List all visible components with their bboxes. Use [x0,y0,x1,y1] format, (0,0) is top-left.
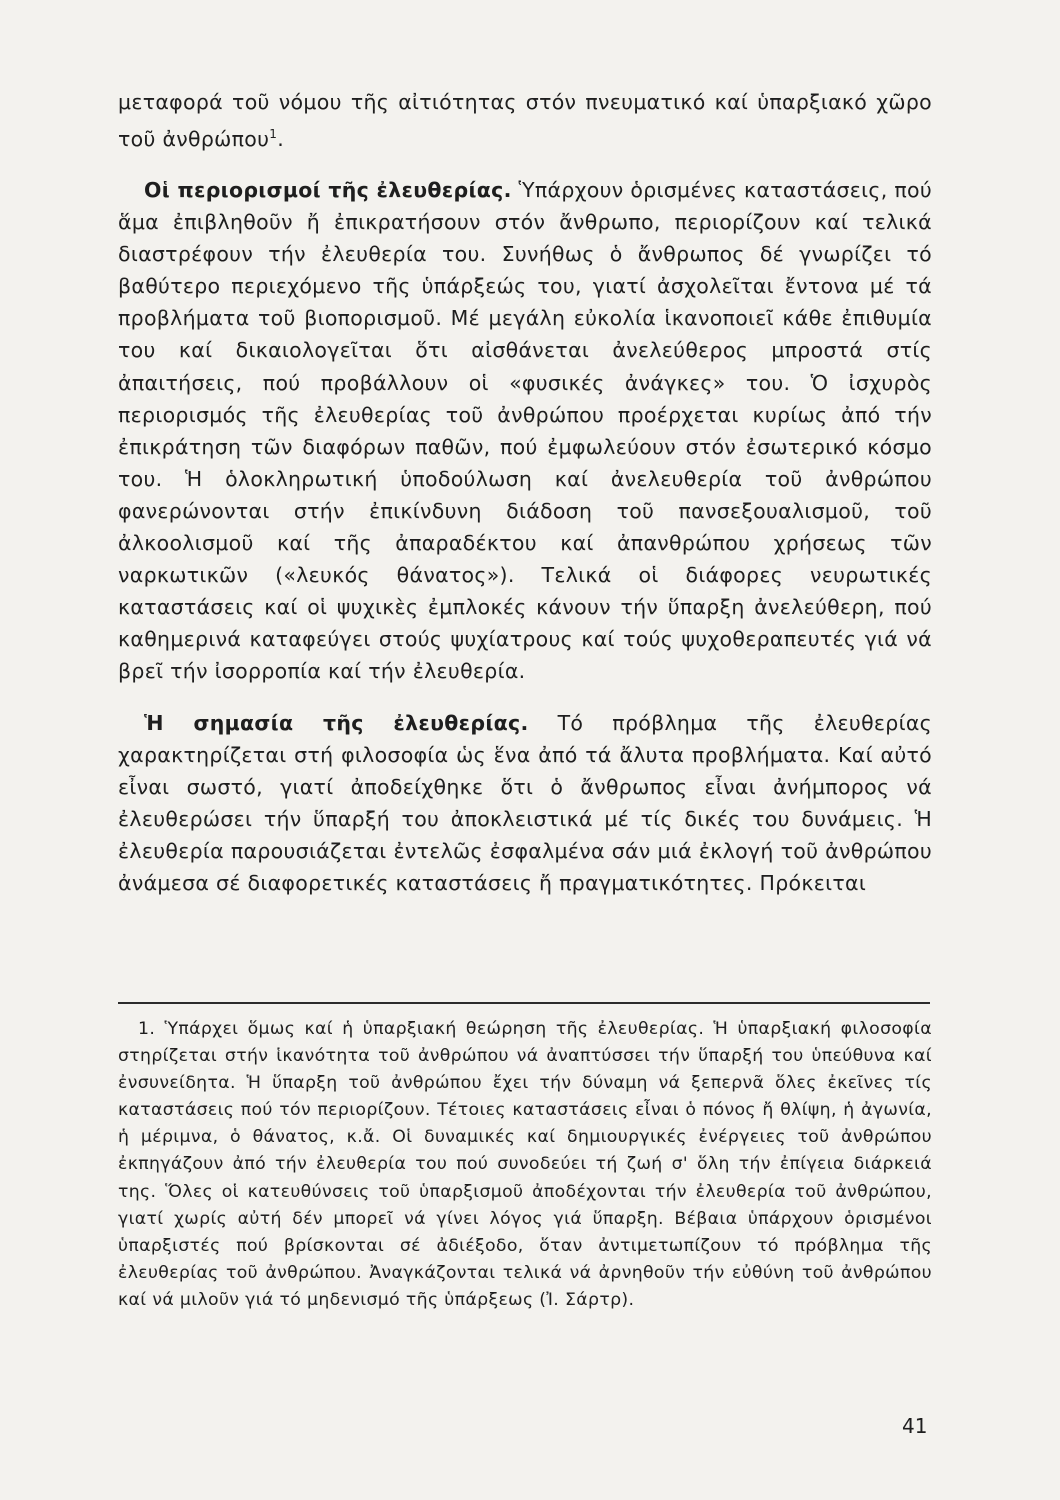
footnote-1 [118,1016,932,1314]
page-number: 41 [902,1414,928,1438]
section-limits-paragraph [118,174,932,688]
section-limits-text: Ὑπάρχουν ὁρισμένες καταστάσεις, πού ἅμα ἐπιβληθοῦν ἤ ἐπικρατήσουν στόν ἄνθρωπο, περιορίζουν καί τελικά διαστρέφουν τήν ἐλευθερία του. Συνήθως ὁ ἄνθρωπος δέ γνωρίζει τό βαθύτερο περιεχόμενο τῆς ὑπάρξεώς του, γιατί ἀσχολεῖται ἔντονα μέ τά προβλήματα τοῦ βιοπορισμοῦ. Μέ μεγάλη εὐκολία ἱκανοποιεῖ κάθε ἐπιθυμία του καί δικαιολογεῖται ὅτι αἰσθάνεται ἀνελεύθερος μπροστά στίς ἀπαιτήσεις, πού προβάλλουν οἱ «φυσικές ἀνάγκες» του. Ὁ ἰσχυρὸς περιορισμός τῆς ἐλευθερίας τοῦ ἀνθρώπου προέρχεται κυρίως ἀπό τήν ἐπικράτηση τῶν διαφόρων παθῶν, πού ἐμφωλεύουν στόν ἐσωτερικό κόσμο του. Ἡ ὁλοκληρωτική ὑποδούλωση καί ἀνελευθερία τοῦ ἀνθρώπου φανερώνονται στήν ἐπικίνδυνη διάδοση τοῦ πανσεξουαλισμοῦ, τοῦ ἀλκοολισμοῦ καί τῆς ἀπαραδέκτου καί ἀπανθρώπου χρήσεως τῶν ναρκωτικῶν («λευκός θάνατος»). Τελικά οἱ διάφορες νευρωτικές καταστάσεις καί οἱ ψυχικὲς ἐμπλοκές κάνουν τήν ὕπαρξη ἀνελεύθερη, πού καθημερινά καταφεύγει στούς ψυχίατρους καί τούς ψυχοθεραπευτές γιά νά βρεῖ τήν ἰσορροπία καί τήν ἐλευθερία. [118,178,932,684]
intro-end: . [277,126,285,151]
footnotes [118,1016,932,1314]
section-limits-heading: Οἱ περιορισμοί τῆς ἐλευθερίας. [144,178,512,203]
intro-text: μεταφορά τοῦ νόμου τῆς αἰτιότητας στόν πνευματικό καί ὑπαρξιακό χῶρο τοῦ ἀνθρώπου [118,90,932,151]
footnote-divider [118,1002,930,1004]
section-importance-text: Τό πρόβλημα τῆς ἐλευθερίας χαρακτηρίζεται στή φιλοσοφία ὡς ἕνα ἀπό τά ἄλυτα προβλήματα. Καί αὐτό εἶναι σωστό, γιατί ἀποδείχθηκε ὅτι ὁ ἄνθρωπος εἶναι ἀνήμπορος νά ἐλευθερώσει τήν ὕπαρξή του ἀποκλειστικά μέ τίς δικές του δυνάμεις. Ἡ ἐλευθερία παρουσιάζεται ἐντελῶς ἐσφαλμένα σάν μιά ἐκλογή τοῦ ἀνθρώπου ἀνάμεσα σέ διαφορετικές καταστάσεις ἤ πραγματικότητες. Πρόκειται [118,710,932,895]
section-importance-paragraph [118,707,932,900]
main-text [118,86,932,899]
section-importance-heading: Ἡ σημασία τῆς ἐλευθερίας. [144,710,529,735]
footnote-reference: 1 [269,127,278,142]
intro-paragraph [118,86,932,155]
footnote-number: 1. [138,1019,156,1039]
footnote-text: Ὑπάρχει ὅμως καί ἡ ὑπαρξιακή θεώρηση τῆς ἐλευθερίας. Ἡ ὑπαρξιακή φιλοσοφία στηρίζεται στήν ἱκανότητα τοῦ ἀνθρώπου νά ἀναπτύσσει τήν ὕπαρξή του ὑπεύθυνα καί ἐνσυνείδητα. Ἡ ὕπαρξη τοῦ ἀνθρώπου ἔχει τήν δύναμη νά ξεπερνᾶ ὅλες ἐκεῖνες τίς καταστάσεις πού τόν περιορίζουν. Τέτοιες καταστάσεις εἶναι ὁ πόνος ἤ θλίψη, ἡ ἀγωνία, ἡ μέριμνα, ὁ θάνατος, κ.ἄ. Οἱ δυναμικές καί δημιουργικές ἐνέργειες τοῦ ἀνθρώπου ἐκπηγάζουν ἀπό τήν ἐλευθερία του πού συνοδεύει τή ζωή σ' ὅλη τήν ἐπίγεια διάρκειά της. Ὅλες οἱ κατευθύνσεις τοῦ ὑπαρξισμοῦ ἀποδέχονται τήν ἐλευθερία τοῦ ἀνθρώπου, γιατί χωρίς αὐτή δέν μπορεῖ νά γίνει λόγος γιά ὕπαρξη. Βέβαια ὑπάρχουν ὁρισμένοι ὑπαρξιστές πού βρίσκονται σέ ἀδιέξοδο, ὅταν ἀντιμετωπίζουν τό πρόβλημα τῆς ἐλευθερίας τοῦ ἀνθρώπου. Ἀναγκάζονται τελικά νά ἀρνηθοῦν τήν εὐθύνη τοῦ ἀνθρώπου καί νά μιλοῦν γιά τό μηδενισμό τῆς ὑπάρξεως (Ἰ. Σάρτρ). [118,1019,932,1310]
